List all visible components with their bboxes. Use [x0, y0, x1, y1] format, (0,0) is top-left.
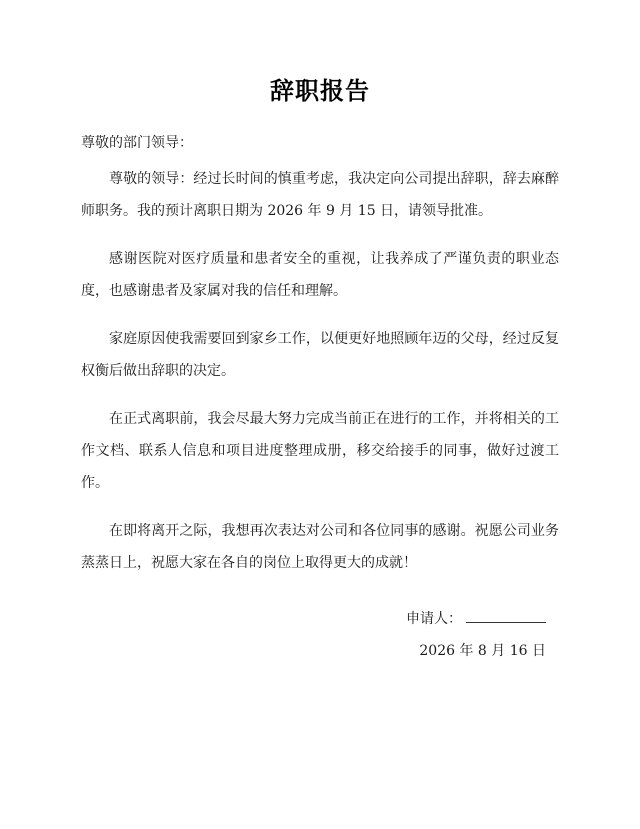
paragraph-reason: 家庭原因使我需要回到家乡工作，以便更好地照顾年迈的父母，经过反复权衡后做出辞职的决定。: [81, 331, 559, 379]
paragraph-closing: 在即将离开之际，我想再次表达对公司和各位同事的感谢。祝愿公司业务蒸蒸日上，祝愿大家在各自的岗位上取得更大的成就！: [81, 523, 559, 571]
signature-block: [406, 607, 546, 631]
document-title: 辞职报告: [270, 77, 370, 105]
document-body: [81, 163, 559, 595]
signature-line: [466, 608, 546, 623]
paragraph-gratitude: 感谢医院对医疗质量和患者安全的重视，让我养成了严谨负责的职业态度，也感谢患者及家属对我的信任和理解。: [81, 251, 559, 299]
document-date: 2026 年 8 月 16 日: [419, 643, 546, 659]
paragraph-intent: 尊敬的领导：经过长时间的慎重考虑，我决定向公司提出辞职，辞去麻醉师职务。我的预计离职日期为 2026 年 9 月 15 日，请领导批准。: [81, 171, 559, 219]
salutation: 尊敬的部门领导：: [81, 135, 193, 151]
paragraph-handover: 在正式离职前，我会尽最大努力完成当前正在进行的工作，并将相关的工作文档、联系人信息和项目进度整理成册，移交给接手的同事，做好过渡工作。: [81, 411, 559, 491]
signature-label: 申请人：: [406, 611, 462, 627]
